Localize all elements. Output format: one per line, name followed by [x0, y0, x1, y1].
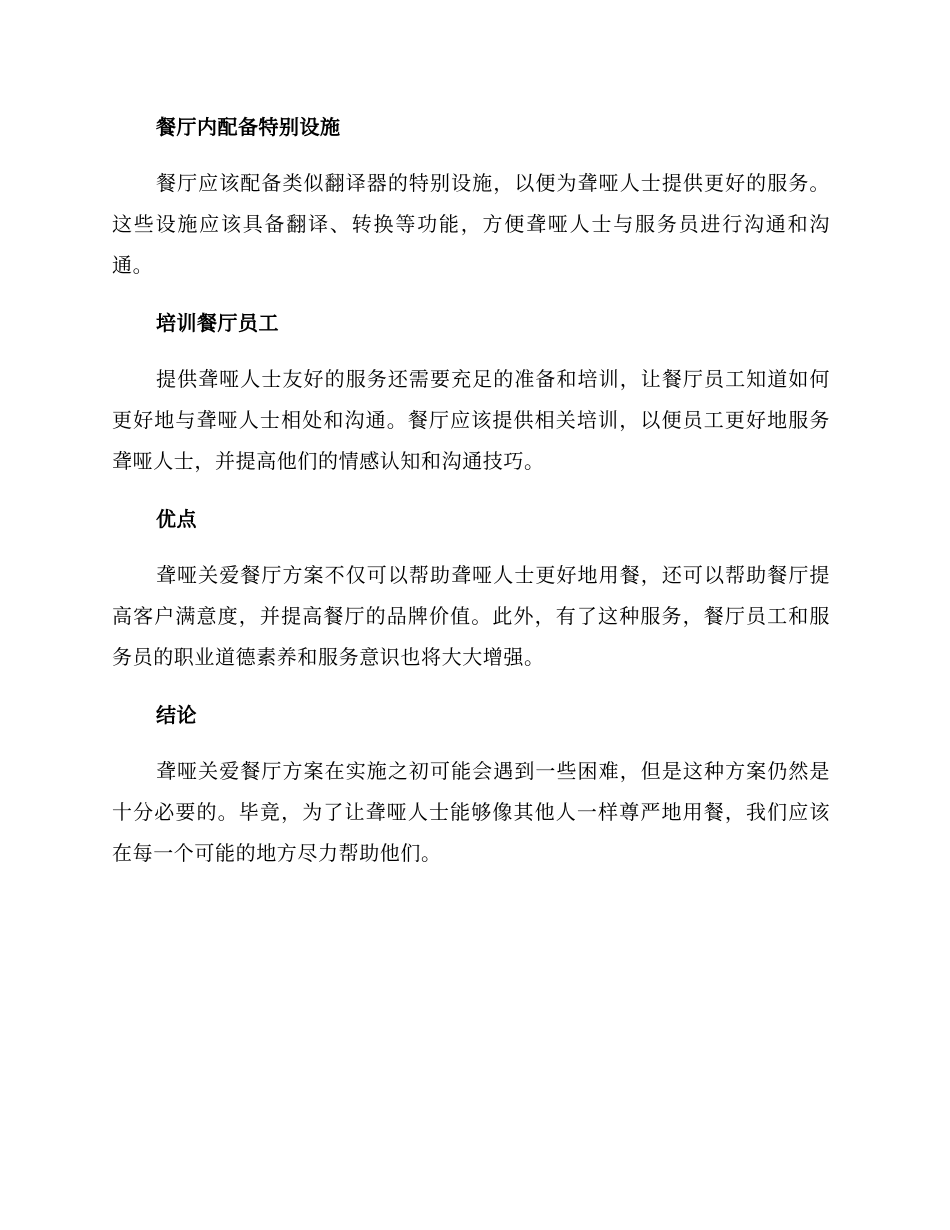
section-paragraph: 提供聋哑人士友好的服务还需要充足的准备和培训，让餐厅员工知道如何更好地与聋哑人士相处和沟通。餐厅应该提供相关培训，以便员工更好地服务聋哑人士，并提高他们的情感认知和沟通技巧。: [112, 367, 830, 473]
section-advantages: [112, 501, 830, 678]
section-heading: 结论: [156, 703, 197, 727]
section-special-facilities: [112, 109, 830, 286]
section-paragraph: 餐厅应该配备类似翻译器的特别设施，以便为聋哑人士提供更好的服务。这些设施应该具备翻译、转换等功能，方便聋哑人士与服务员进行沟通和沟通。: [112, 171, 830, 277]
section-staff-training: [112, 305, 830, 482]
section-conclusion: [112, 697, 830, 874]
section-paragraph: 聋哑关爱餐厅方案在实施之初可能会遇到一些困难，但是这种方案仍然是十分必要的。毕竟，为了让聋哑人士能够像其他人一样尊严地用餐，我们应该在每一个可能的地方尽力帮助他们。: [112, 759, 830, 865]
section-heading: 餐厅内配备特别设施: [156, 115, 341, 139]
section-paragraph: 聋哑关爱餐厅方案不仅可以帮助聋哑人士更好地用餐，还可以帮助餐厅提高客户满意度，并提高餐厅的品牌价值。此外，有了这种服务，餐厅员工和服务员的职业道德素养和服务意识也将大大增强。: [112, 563, 830, 669]
section-heading: 培训餐厅员工: [156, 311, 279, 335]
document-page: [112, 109, 830, 874]
section-heading: 优点: [156, 507, 197, 531]
